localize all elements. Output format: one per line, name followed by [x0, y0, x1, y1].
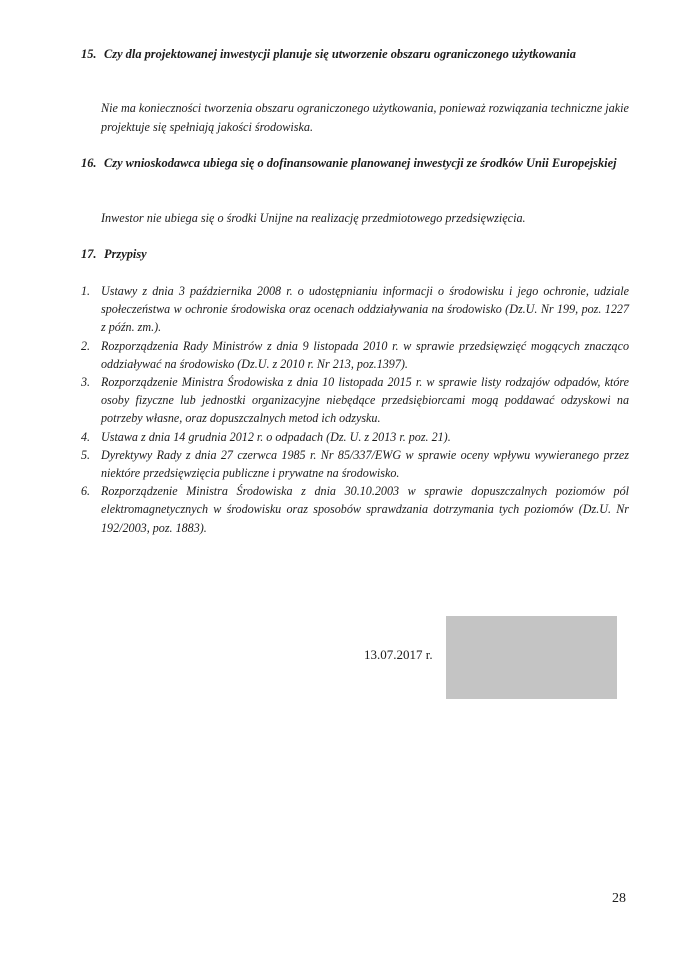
footnote-item: [81, 282, 629, 337]
footnote-number: 6.: [81, 484, 91, 499]
footnote-item: [81, 428, 629, 446]
section-15-title: Czy dla projektowanej inwestycji planuje się utworzenie obszaru ograniczonego użytkowania: [104, 47, 576, 61]
section-15-heading: [81, 45, 636, 64]
section-17-number: 17.: [81, 247, 97, 261]
section-15-number: 15.: [81, 47, 97, 61]
footnote-number: 2.: [81, 338, 91, 353]
footnote-text: Ustawy z dnia 3 października 2008 r. o udostępnianiu informacji o środowisku i jego ochronie, udziale społeczeństwa w ochronie środowiska oraz ocenach oddziaływania na środowisko (Dz.U. Nr 199, poz. 1227 z późn. zm.).: [101, 284, 629, 335]
section-16-number: 16.: [81, 156, 97, 170]
section-16-answer: Inwestor nie ubiega się o środki Unijne na realizację przedmiotowego przedsięwzięcia.: [101, 211, 526, 225]
page-number: 28: [612, 891, 626, 906]
footnote-item: [81, 482, 629, 537]
footnote-text: Rozporządzenie Ministra Środowiska z dnia 30.10.2003 w sprawie dopuszczalnych poziomów pól elektromagnetycznych w środowisku oraz sposobów sprawdzania dotrzymania tych poziomów (Dz.U. Nr 192/2003, poz. 1883).: [101, 484, 629, 535]
redacted-signature-box: [446, 616, 617, 699]
footnote-number: 3.: [81, 375, 91, 390]
footnote-item: [81, 373, 629, 428]
section-15-answer: Nie ma konieczności tworzenia obszaru ograniczonego użytkowania, ponieważ rozwiązania techniczne jakie projektuje się spełniają jakości środowiska.: [101, 101, 629, 134]
signature-date: 13.07.2017 r.: [364, 647, 433, 662]
footnote-item: [81, 337, 629, 373]
section-16-heading: [81, 154, 636, 173]
footnote-number: 5.: [81, 447, 91, 462]
footnote-text: Rozporządzenia Rady Ministrów z dnia 9 listopada 2010 r. w sprawie przedsięwzięć mogących znacząco oddziaływać na środowisko (Dz.U. z 2010 r. Nr 213, poz.1397).: [101, 338, 629, 371]
footnote-number: 4.: [81, 429, 91, 444]
footnote-text: Dyrektywy Rady z dnia 27 czerwca 1985 r. Nr 85/337/EWG w sprawie oceny wpływu wywieranego przez niektóre przedsięwzięcia publiczne i prywatne na środowisko.: [101, 447, 629, 481]
footnotes-list: [81, 282, 629, 537]
section-17-title: Przypisy: [104, 247, 147, 261]
section-16-title: Czy wnioskodawca ubiega się o dofinansowanie planowanej inwestycji ze środków Unii Europejskiej: [104, 156, 617, 170]
section-17-heading: [81, 245, 636, 264]
footnote-text: Rozporządzenie Ministra Środowiska z dnia 10 listopada 2015 r. w sprawie listy rodzajów odpadów, które osoby fizyczne lub jednostki organizacyjne niebędące przedsiębiorcami mogą poddawać odzyskowi na potrzeby własne, oraz dopuszczalnych metod ich odzysku.: [101, 375, 629, 426]
footnote-text: Ustawa z dnia 14 grudnia 2012 r. o odpadach (Dz. U. z 2013 r. poz. 21).: [101, 429, 451, 444]
footnote-item: [81, 446, 629, 482]
footnote-number: 1.: [81, 284, 91, 298]
